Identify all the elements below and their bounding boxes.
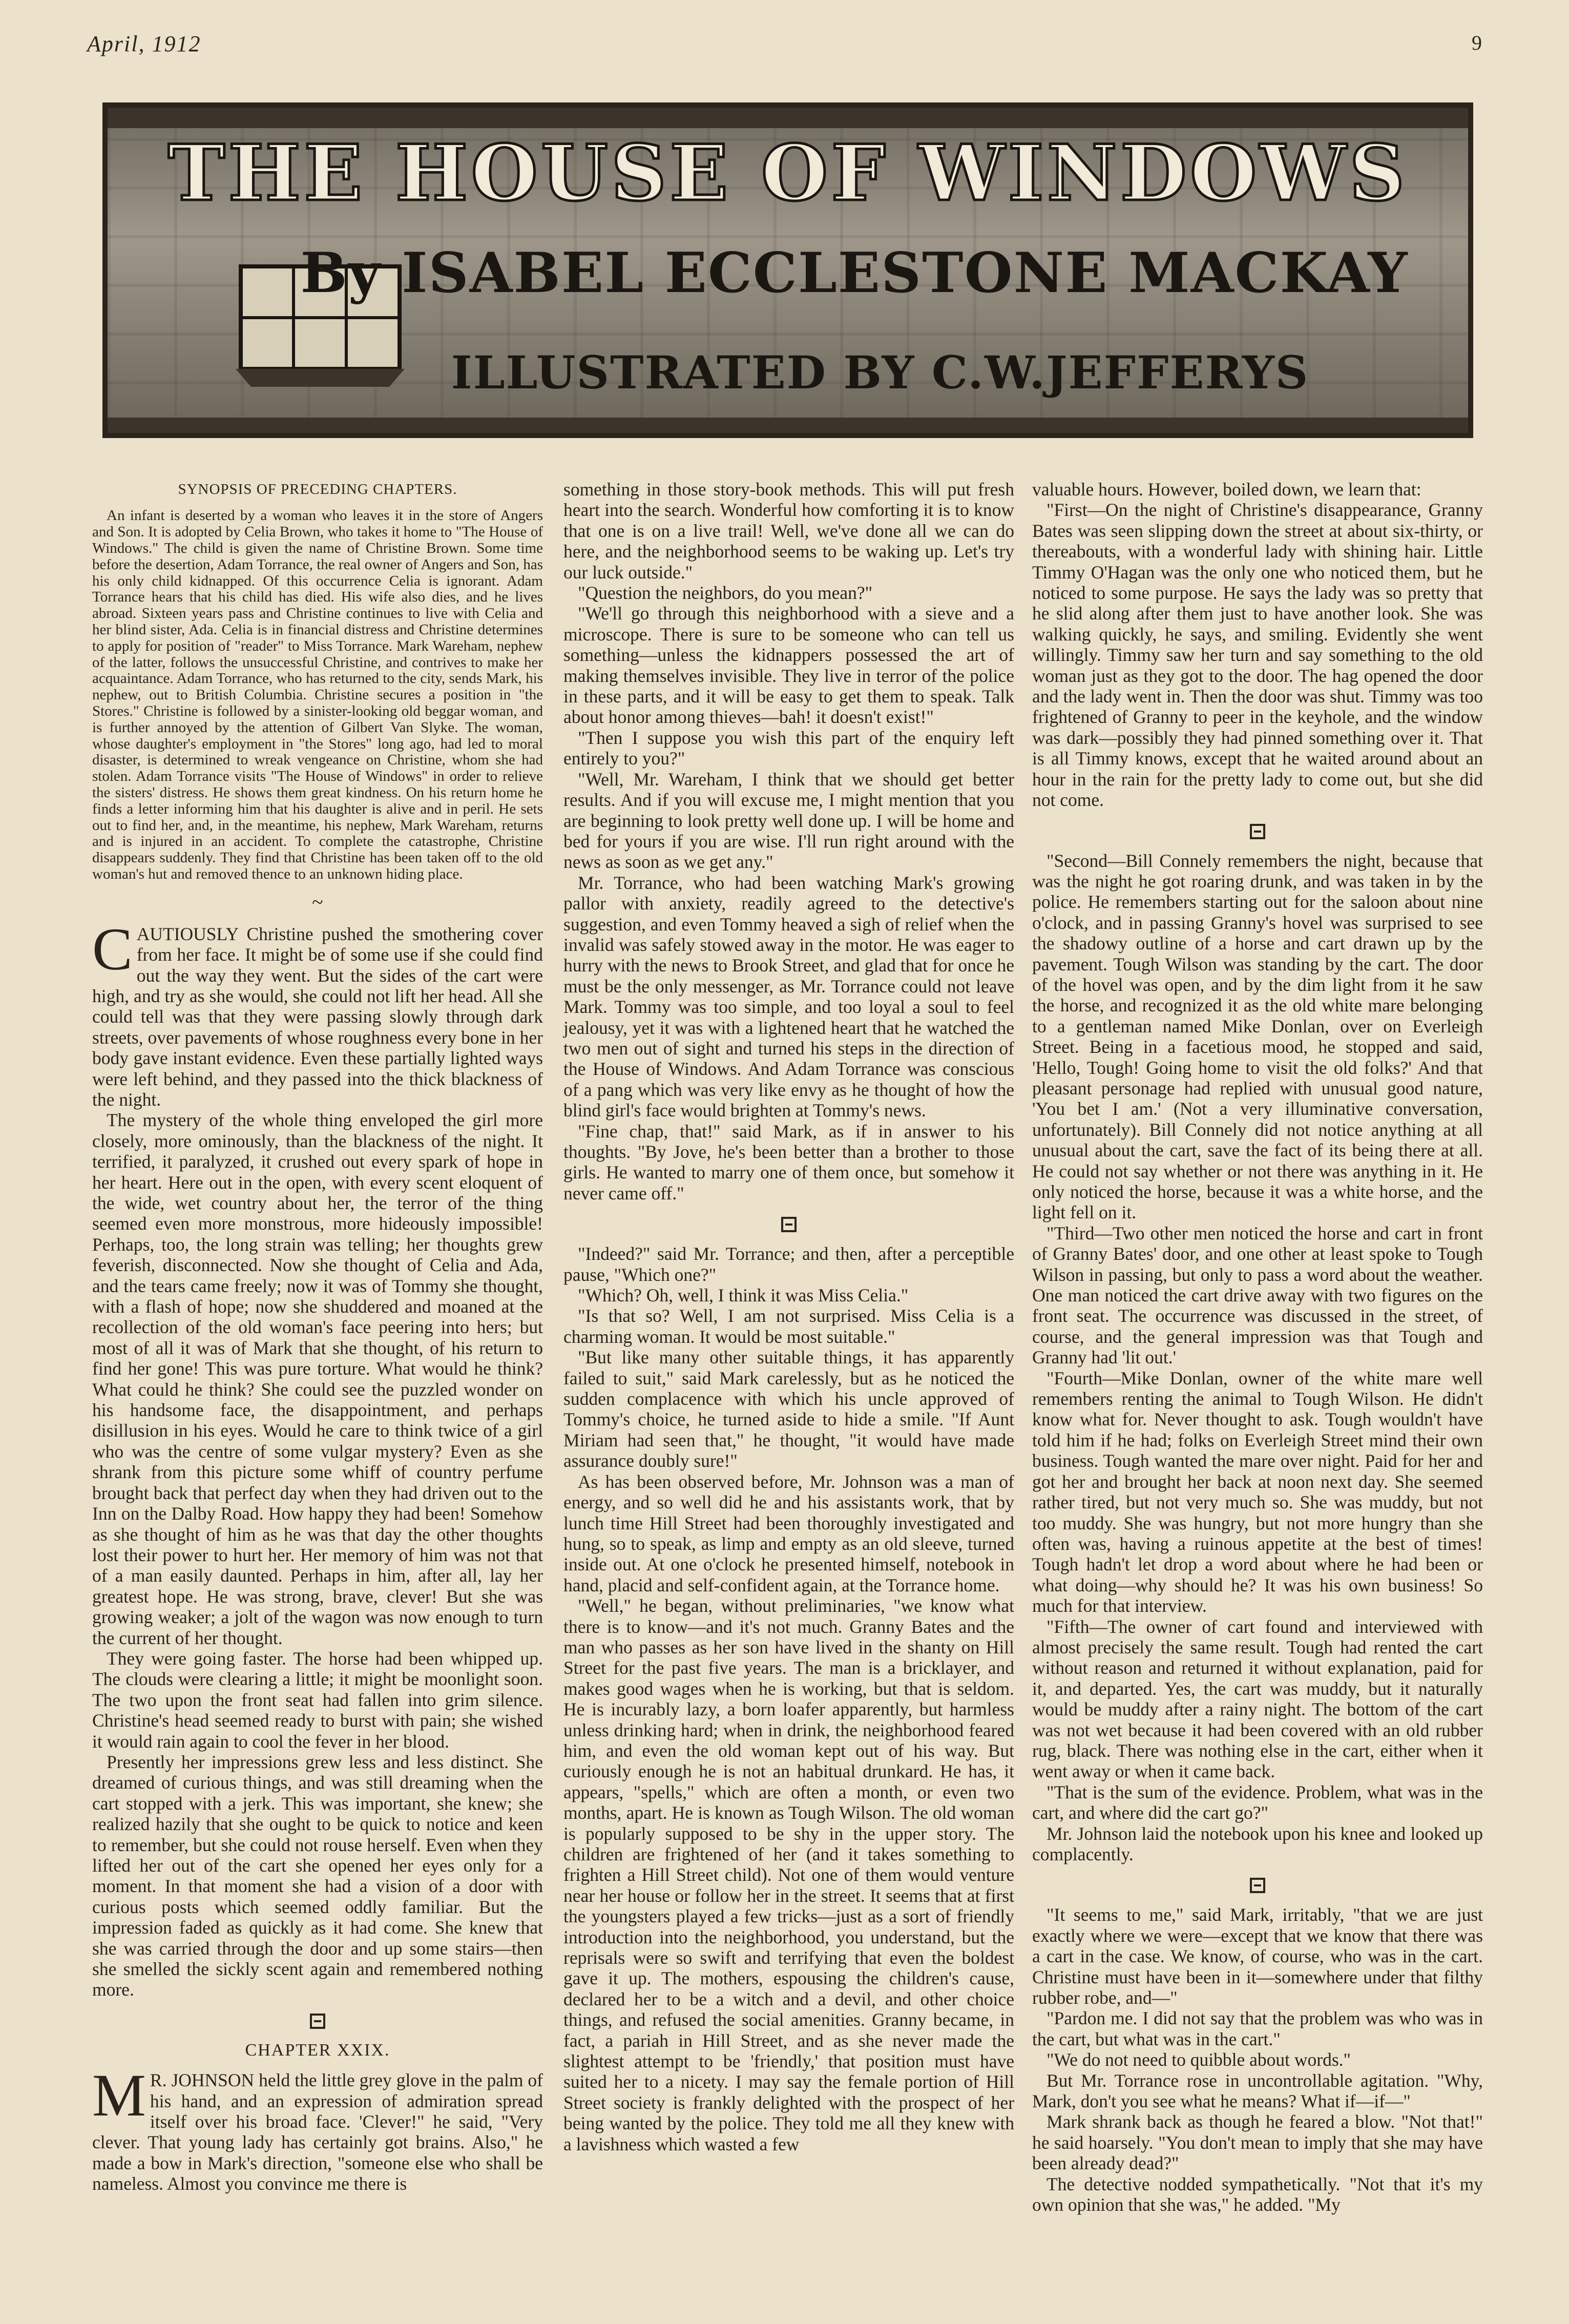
page-header (87, 31, 1482, 72)
paragraph: "Well," he began, without preliminaries, "we know what there is to know—and it's not much. Granny Bates and the man who passes as her son have lived in the shanty on Hill Street for the past five years. The man is a bricklayer, and makes good wages when he is working, but that is seldom. He is incurably lazy, a born loafer apparently, but harmless unless drinking hard; when in drink, the neighborhood feared him, and even the old woman kept out of his way. But curiously enough he is not an habitual drunkard. He has, it appears, "spells," which are often a month, or even two months, apart. He is known as Tough Wilson. The old woman is popularly supposed to be shy in the upper story. The children are frightened of her (and it takes something to frighten a Hill Street child). Not one of them would venture near her house or follow her in the street. It seems that at first the youngsters played a few tricks—just as a sort of friendly introduction into the neighborhood, you understand, but the reprisals were so swift and terrifying that even the boldest gave it up. The mothers, espousing the children's cause, declared her to be a witch and a devil, and other choice things, and refused the social amenities. Granny became, in fact, a pariah in Hill Street, and as she never made the slightest attempt to be 'friendly,' that position must have suited her to a nicety. I may say the female portion of Hill Street society is frankly delighted with the prospect of her being wanted by the police. They told me all they knew with a lavishness which wasted a few (563, 1595, 1014, 2154)
title-banner-illustration (102, 102, 1473, 438)
section-ornament (1250, 1878, 1265, 1893)
illustrator-credit: ILLUSTRATED BY C.W.JEFFERYS (451, 346, 1309, 399)
paragraph: CAUTIOUSLY Christine pushed the smothering cover from her face. It might be of some use if she could find out the way they went. But the sides of the cart were high, and try as she would, she could not lift her head. All she could tell was that they were passing slowly through dark streets, over pavements of whose roughness every bone in her body gave instant evidence. Even these partially lighted ways were left behind, and they passed into the thick blackness of the night. (92, 915, 543, 1110)
paragraph: "First—On the night of Christine's disappearance, Granny Bates was seen slipping down the street at about six-thirty, or thereabouts, with a wonderful lady with shining hair. Little Timmy O'Hagan was the only one who noticed them, but he noticed to some purpose. He says the lady was so pretty that he slid along after them just to have another look. She was walking quickly, he says, and smiling. Evidently she went willingly. Timmy saw her turn and say something to the old woman just as they got to the door. The hag opened the door and the lady went in. Then the door was shut. Timmy was too frightened of Granny to peer in the keyhole, and the window was dark—possibly they had pinned something over it. That is all Timmy knows, except that he waited around about an hour in the rain for the pretty lady to come out, but she did not come. (1032, 500, 1483, 811)
paragraph: "We'll go through this neighborhood with a sieve and a microscope. There is sure to be someone who can tell us something—unless the kidnappers possessed the art of making themselves invisible. They live in terror of the police in these parts, and it will be easy to get them to speak. Talk about honor among thieves—bah! it doesn't exist!" (563, 603, 1014, 728)
section-ornament (1250, 824, 1265, 839)
paragraph: "That is the sum of the evidence. Problem, what was in the cart, and where did the cart go?" (1032, 1781, 1483, 1823)
paragraph: "Fifth—The owner of cart found and interviewed with almost precisely the same result. Tough had rented the cart without reason and returned it without explanation, paid for it, and departed. Yes, the cart was muddy, but it naturally would be muddy after a rainy night. The bottom of the cart was not wet because it had been covered with an old rubber rug, black. There was nothing else in the cart, either when it went away or when it came back. (1032, 1616, 1483, 1782)
page-number: 9 (1472, 31, 1482, 54)
paragraph: Presently her impressions grew less and less distinct. She dreamed of curious things, and was still dreaming when the cart stopped with a jerk. This was important, she knew; she realized hazily that she ought to be quick to notice and keen to remember, but she could not rouse herself. Even when they lifted her out of the cart she opened her eyes only for a moment. In that moment she had a vision of a door with curious posts which seemed oddly familiar. But the impression faded as quickly as it had come. She knew that she was carried through the door and up some stairs—then she smelled the sickly scent again and remembered nothing more. (92, 1751, 543, 2000)
column-1 (92, 479, 543, 2303)
paragraph: MR. JOHNSON held the little grey glove in the palm of his hand, and an expression of admiration spread itself over his broad face. 'Clever!" he said, "Very clever. That young lady has certainly got brains. Also," he made a bow in Mark's direction, "someone else who shall be nameless. Almost you convince me there is (92, 2062, 543, 2194)
paragraph: But Mr. Torrance rose in uncontrollable agitation. "Why, Mark, don't you see what he means? What if—if—" (1032, 2070, 1483, 2112)
paragraph: "Fine chap, that!" said Mark, as if in answer to his thoughts. "By Jove, he's been better than a brother to those girls. He wanted to marry one of them once, but somehow it never came off." (563, 1121, 1014, 1204)
paragraph: "It seems to me," said Mark, irritably, "that we are just exactly where we were—except that we know that there was a cart in the case. We know, of course, who was in the cart. Christine must have been in it—somewhere under that filthy rubber robe, and—" (1032, 1904, 1483, 2008)
story-title: THE HOUSE OF WINDOWS (168, 128, 1408, 218)
synopsis-heading: SYNOPSIS OF PRECEDING CHAPTERS. (178, 481, 457, 497)
synopsis-text: An infant is deserted by a woman who leaves it in the store of Angers and Son. It is adopted by Celia Brown, who takes it home to "The House of Windows." The child is given the name of Christine Brown. Some time before the desertion, Adam Torrance, the real owner of Angers and Son, has his only child kidnapped. Of this occurrence Celia is ignorant. Adam Torrance hears that his child has died. His wife also dies, and he lives abroad. Sixteen years pass and Christine continues to live with Celia and her blind sister, Ada. Celia is in financial distress and Christine determines to apply for position of "reader" to Miss Torrance. Mark Wareham, nephew of the latter, follows the unsuccessful Christine, and contrives to make her acquaintance. Adam Torrance, who has returned to the city, sends Mark, his nephew, out to British Columbia. Christine secures a position in "the Stores." Christine is followed by a sinister-looking old beggar woman, and is further annoyed by the attention of Gilbert Van Slyke. The woman, whose daughter's employment in "the Stores" long ago, had led to moral disaster, is determined to wreak vengeance on Christine, whom she had stolen. Adam Torrance visits "The House of Windows" in order to relieve the sisters' distress. He shows them great kindness. On his return home he finds a letter informing him that his daughter is alive and in peril. He sets out to find her, and, in the meantime, his nephew, Mark Wareham, returns and is injured in an accident. To complete the catastrophe, Christine disappears suddenly. They find that Christine has been taken off to the old woman's hut and removed thence to an unknown hiding place. (92, 507, 543, 882)
paragraph: "Which? Oh, well, I think it was Miss Celia." (578, 1285, 909, 1306)
paragraph: "Is that so? Well, I am not surprised. Miss Celia is a charming woman. It would be most suitable." (563, 1305, 1014, 1347)
paragraph: "Indeed?" said Mr. Torrance; and then, after a perceptible pause, "Which one?" (563, 1243, 1014, 1285)
paragraph: "Second—Bill Connely remembers the night, because that was the night he got roaring drunk, and was taken in by the police. He remembers starting out for the saloon about nine o'clock, and in passing Granny's hovel was surprised to see the shadowy outline of a horse and cart drawn up by the pavement. Tough Wilson was standing by the cart. The door of the hovel was open, and by the dim light from it he saw the horse, and recognized it as the old white mare belonging to a gentleman named Mike Donlan, over on Everleigh Street. Being in a facetious mood, he stopped and said, 'Hello, Tough! Going home to visit the old folks?' And that pleasant personage had replied with unusual good nature, 'You bet I am.' (Not a very illuminative conversation, unfortunately). Bill Connely did not notice anything at all unusual about the cart, save the fact of its being there at all. He could not say whether or not there was anything in it. He only noticed the horse, because it was a white horse, and the light fell on it. (1032, 850, 1483, 1223)
paragraph: Mr. Johnson laid the notebook upon his knee and looked up complacently. (1032, 1823, 1483, 1864)
paragraph: As has been observed before, Mr. Johnson was a man of energy, and so well did he and his assistants work, that by lunch time Hill Street had been thoroughly investigated and hung, so to speak, as limp and empty as an old sleeve, turned inside out. At one o'clock he presented himself, notebook in hand, placid and self-confident again, at the Torrance home. (563, 1471, 1014, 1595)
author-byline: By ISABEL ECCLESTONE MACKAY (300, 241, 1409, 305)
paragraph: Mr. Torrance, who had been watching Mark's growing pallor with anxiety, readily agreed to the detective's suggestion, and even Tommy heaved a sigh of relief when the invalid was safely stowed away in the motor. He was eager to hurry with the news to Brook Street, and glad that for once he must be the only messenger, as Mr. Torrance could not leave Mark. Tommy was too simple, and too loyal a soul to feel jealousy, yet it was with a lightened heart that he watched the two men out of sight and turned his steps in the direction of the House of Windows. And Adam Torrance was conscious of a pang which was very like envy as he thought of how the blind girl's face would brighten at Tommy's news. (563, 872, 1014, 1121)
paragraph: "Then I suppose you wish this part of the enquiry left entirely to you?" (563, 727, 1014, 769)
chapter-heading: CHAPTER XXIX. (245, 2040, 390, 2060)
issue-date: April, 1912 (87, 31, 201, 56)
paragraph: "Third—Two other men noticed the horse and cart in front of Granny Bates' door, and one other at least spoke to Tough Wilson in passing, but only to pass a word about the weather. One man noticed the cart drive away with two figures on the front seat. The occurrence was discussed in the street, of course, and the general impression was that Tough and Granny had 'lit out.' (1032, 1222, 1483, 1368)
paragraph: The mystery of the whole thing enveloped the girl more closely, more ominously, than the blackness of the night. It terrified, it paralyzed, it crushed out every spark of hope in her heart. Here out in the open, with every scent eloquent of the wide, wet country about her, the terror of the thing seemed even more monstrous, more hideously impossible! Perhaps, too, the long strain was telling; her thoughts grew feverish, disconnected. Now she thought of Celia and Ada, and the tears came freely; now it was of Tommy she thought, with a flash of hope; now she shuddered and moaned at the recollection of the old woman's face peering into hers; but most of all it was of Mark that she thought, of his return to find her gone! This was pure torture. What would he think? What could he think? She could see the puzzled wonder on his handsome face, the disappointment, and perhaps disillusion in his eyes. Would he care to think twice of a girl who was the centre of some vulgar mystery? Even as she shrank from this picture some whiff of country perfume brought back that perfect day when they had driven out to the Inn on the Dalby Road. How happy they had been! Somehow as she thought of him as he was that day the other thoughts lost their power to hurt her. Her memory of him was not that of a man easily daunted. Perhaps in him, after all, lay her greatest hope. He was strong, brave, clever! But she was growing weaker; a jolt of the wagon was now enough to turn the current of her thought. (92, 1110, 543, 1648)
paragraph: "But like many other suitable things, it has apparently failed to suit," said Mark carelessly, but as he noticed the sudden complacence with which his uncle approved of Tommy's choice, he turned aside to hide a smile. "If Aunt Miriam had seen that," he thought, "it would have made assurance doubly sure!" (563, 1347, 1014, 1471)
paragraph: "Fourth—Mike Donlan, owner of the white mare well remembers renting the animal to Tough Wilson. He didn't know what for. Never thought to ask. Tough wouldn't have told him if he had; folks on Everleigh Street mind their own business. Tough wanted the mare over night. Paid for her and got her and brought her back at noon next day. She seemed rather tired, but not very much so. She was muddy, but not too muddy. She was hungry, but not more hungry than she often was, having a ruinous appetite at the best of times! Tough hadn't let drop a word about where he had been or what doing—why should he? It was his own business! So much for that interview. (1032, 1367, 1483, 1616)
paragraph: "Pardon me. I did not say that the problem was who was in the cart, but what was in the cart." (1032, 2008, 1483, 2049)
paragraph: Mark shrank back as though he feared a blow. "Not that!" he said hoarsely. "You don't mean to imply that she may have been already dead?" (1032, 2111, 1483, 2174)
column-3 (1032, 479, 1483, 2303)
section-ornament (781, 1217, 797, 1232)
paragraph: The detective nodded sympathetically. "Not that it's my own opinion that she was," he added. "My (1032, 2173, 1483, 2215)
paragraph: valuable hours. However, boiled down, we learn that: (1032, 479, 1421, 500)
paragraph: They were going faster. The horse had been whipped up. The clouds were clearing a little; it might be moonlight soon. The two upon the front seat had fallen into grim silence. Christine's head seemed ready to burst with pain; she wished it would rain again to cool the fever in her blood. (92, 1648, 543, 1752)
paragraph: something in those story-book methods. This will put fresh heart into the search. Wonderful how comforting it is to know that one is on a live trail! Well, we've done all we can do here, and the neighborhood seems to be waking up. Let's try our luck outside." (563, 479, 1014, 583)
paragraph: "We do not need to quibble about words." (1047, 2049, 1351, 2070)
column-2 (563, 479, 1014, 2303)
tilde-ornament: ~ (312, 890, 323, 914)
section-ornament (310, 2014, 325, 2029)
paragraph: "Well, Mr. Wareham, I think that we should get better results. And if you will excuse me, I might mention that you are beginning to look pretty well done up. I will be home and bed for yours if you are wise. I'll run right around with the news as soon as we get any." (563, 769, 1014, 873)
paragraph: "Question the neighbors, do you mean?" (578, 583, 873, 604)
